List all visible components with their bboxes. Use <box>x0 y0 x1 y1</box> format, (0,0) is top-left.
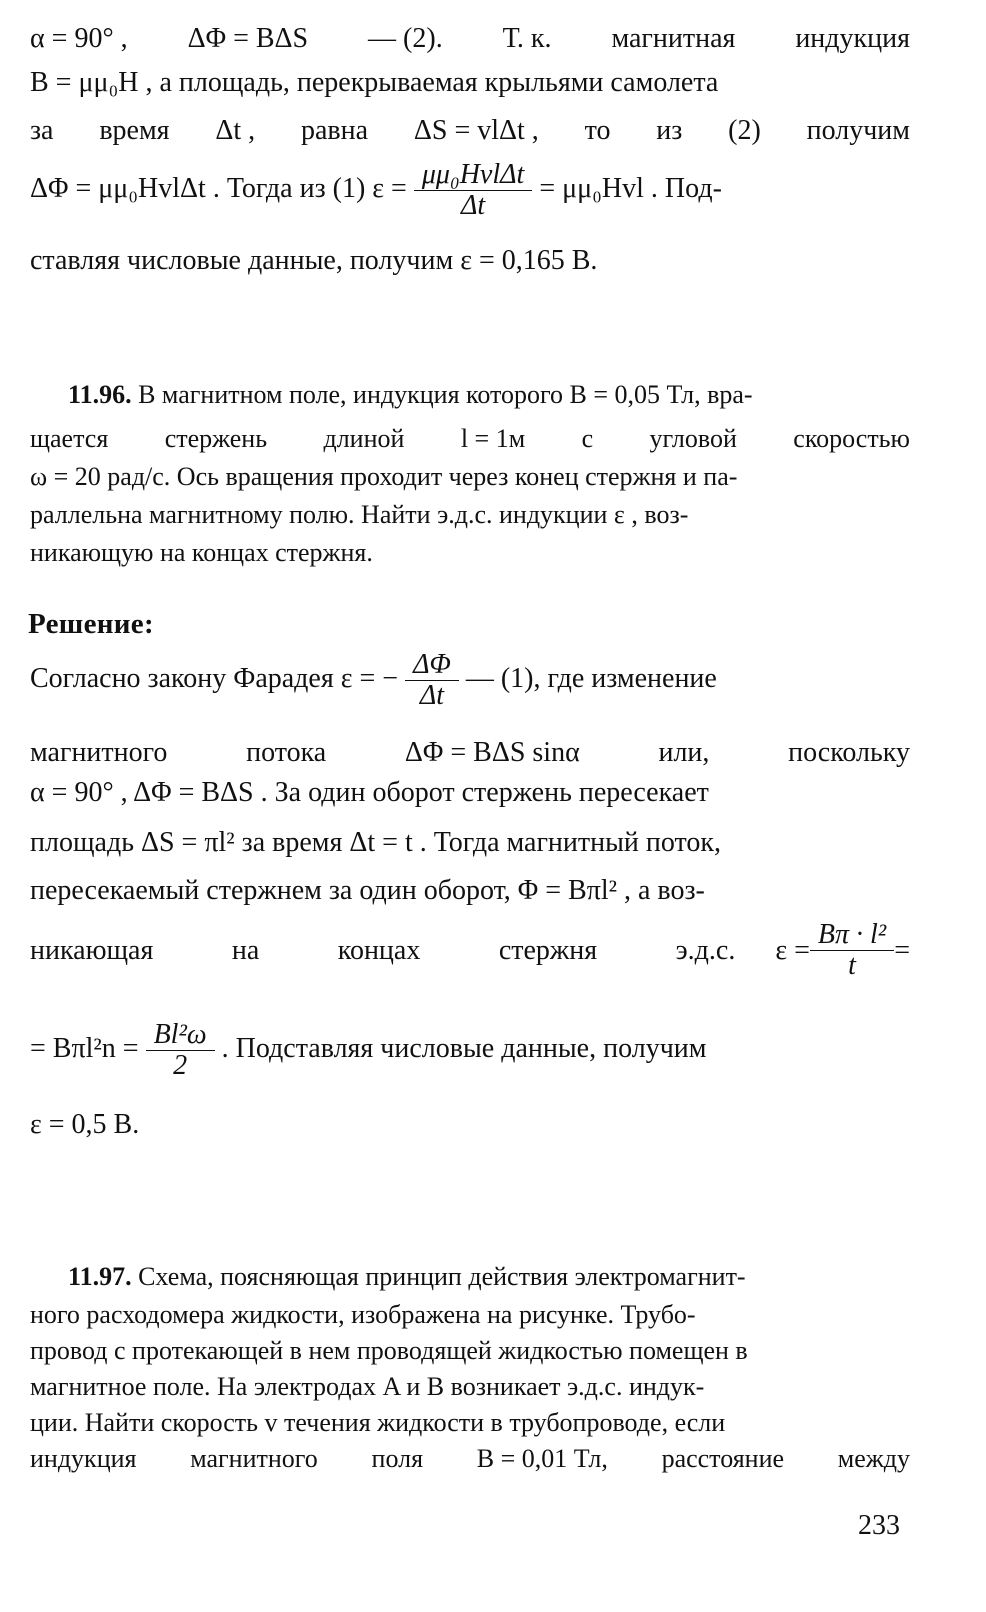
intro-line-3-word: из <box>656 115 683 146</box>
problem-96-line-2-word: стержень <box>164 424 268 453</box>
intro-line-3 <box>30 114 910 148</box>
problem-96-line-2-word: l = 1м <box>460 424 526 453</box>
problem-97-line-6-word: индукция <box>30 1444 137 1473</box>
problem-96-line-2-word: щается <box>30 424 109 453</box>
problem-96-line-2-word: скоростью <box>793 424 910 453</box>
result-fraction <box>150 1020 211 1081</box>
intro-line-5: ставляя числовые данные, получим ε = 0,165 В. <box>30 245 598 276</box>
intro-line-4 <box>30 160 910 221</box>
intro-line-1-word: — (2). <box>368 23 443 54</box>
problem-96-line-2 <box>30 422 910 456</box>
problem-96-line-4: раллельна магнитному полю. Найти э.д.с. индукции ε , воз- <box>30 500 689 529</box>
problem-97-line-6-word: поля <box>371 1444 424 1473</box>
problem-97-line-6 <box>30 1442 910 1476</box>
faraday-numerator: ΔΦ <box>413 649 451 680</box>
solution-7-post: . Подставляя числовые данные, получим <box>221 1032 707 1064</box>
solution-line-6-word: на <box>231 934 260 966</box>
problem-97-line-6-word: магнитного <box>190 1444 318 1473</box>
problem-97-number: 11.97. <box>68 1262 132 1291</box>
solution-line-6-word: концах <box>337 934 421 966</box>
solution-1-post: — (1), где изменение <box>465 662 717 694</box>
problem-97-line-5: ции. Найти скорость v течения жидкости в трубопроводе, если <box>30 1408 726 1437</box>
intro-line-1-word: α = 90° , <box>30 23 128 54</box>
solution-line-7 <box>30 1020 910 1081</box>
problem-97-line-3: провод с протекающей в нем проводящей жидкостью помещен в <box>30 1336 748 1365</box>
faraday-denominator: Δt <box>405 680 459 711</box>
solution-line-8: ε = 0,5 В. <box>30 1109 140 1140</box>
problem-96-line-5: никающую на концах стержня. <box>30 538 373 567</box>
intro-fraction-denominator: Δt <box>414 190 532 221</box>
intro-line-2: B = μμ₀H , а площадь, перекрываемая крыльями самолета <box>30 67 719 98</box>
intro-line-3-word: (2) <box>728 115 761 146</box>
intro-line-3-word: то <box>584 115 611 146</box>
intro-fraction <box>418 160 528 221</box>
solution-7-pre: = Bπl²n = <box>30 1032 139 1064</box>
problem-97-line-6-word: расстояние <box>661 1444 785 1473</box>
solution-line-6-word: никающая <box>30 934 154 966</box>
intro-fraction-numerator: μμ₀HvlΔt <box>421 159 525 190</box>
emf-numerator: Bπ · l² <box>817 919 887 950</box>
result-denominator: 2 <box>146 1050 215 1081</box>
intro-line-3-word: время <box>99 115 170 146</box>
solution-line-2-word: или, <box>658 737 710 768</box>
intro-line-3-word: за <box>30 115 54 146</box>
page-number: 233 <box>858 1510 900 1541</box>
problem-96-line-1 <box>68 378 910 412</box>
result-numerator: Bl²ω <box>153 1019 207 1050</box>
solution-line-2-word: ΔΦ = BΔS sinα <box>404 737 580 768</box>
intro-line-1-word: ΔΦ = BΔS <box>187 23 309 54</box>
solution-line-4: площадь ΔS = πl² за время Δt = t . Тогда магнитный поток, <box>30 827 722 858</box>
solution-line-1 <box>30 650 910 711</box>
solution-6-words <box>30 936 775 966</box>
problem-96-line-3: ω = 20 рад/с. Ось вращения проходит через конец стержня и па- <box>30 462 738 491</box>
problem-96-number: 11.96. <box>68 380 132 409</box>
problem-97-line-6-word: между <box>837 1444 910 1473</box>
solution-line-2-word: поскольку <box>788 737 910 768</box>
problem-96-line-2-word: угловой <box>649 424 737 453</box>
intro-line-3-word: получим <box>806 115 910 146</box>
problem-97-line-4: магнитное поле. На электродах A и B возникает э.д.с. индук- <box>30 1372 705 1401</box>
solution-heading: Решение: <box>28 608 154 640</box>
emf-denominator: t <box>810 950 894 981</box>
problem-96-line-2-word: с <box>581 424 594 453</box>
problem-97-text-1: Схема, поясняющая принцип действия электромагнит- <box>138 1262 746 1291</box>
solution-line-6-word: стержня <box>498 934 598 966</box>
solution-line-5: пересекаемый стержнем за один оборот, Φ = Bπl² , а воз- <box>30 875 705 906</box>
solution-6-end: = <box>894 934 910 966</box>
problem-96-text-1: В магнитном поле, индукция которого B = 0,05 Тл, вра- <box>138 380 753 409</box>
solution-line-6 <box>30 920 910 981</box>
solution-line-6-word: э.д.с. <box>675 934 736 966</box>
problem-97-line-2: ного расходомера жидкости, изображена на рисунке. Трубо- <box>30 1300 696 1329</box>
intro-line-3-word: Δt , <box>215 115 256 146</box>
solution-line-2-word: магнитного <box>30 737 168 768</box>
faraday-fraction <box>409 650 455 711</box>
solution-line-2 <box>30 736 910 770</box>
intro-line-1-word: Т. к. <box>502 23 552 54</box>
problem-97-line-1 <box>68 1260 910 1294</box>
problem-97-line-6-word: B = 0,01 Тл, <box>476 1444 608 1473</box>
intro-eq-post: = μμ₀Hvl . Под- <box>539 172 722 204</box>
emf-fraction <box>814 920 890 981</box>
solution-1-pre: Согласно закону Фарадея ε = − <box>30 662 399 694</box>
solution-6-eps: ε = <box>775 934 810 966</box>
intro-line-3-word: ΔS = vlΔt , <box>413 115 539 146</box>
intro-line-1-word: магнитная <box>611 23 736 54</box>
intro-line-1 <box>30 22 910 56</box>
solution-line-3: α = 90° , ΔΦ = BΔS . За один оборот стержень пересекает <box>30 777 709 808</box>
intro-line-1-word: индукция <box>795 23 910 54</box>
problem-96-line-2-word: длиной <box>323 424 405 453</box>
solution-line-2-word: потока <box>246 737 327 768</box>
intro-eq-pre: ΔΦ = μμ₀HvlΔt . Тогда из (1) ε = <box>30 172 407 204</box>
intro-line-3-word: равна <box>300 115 369 146</box>
